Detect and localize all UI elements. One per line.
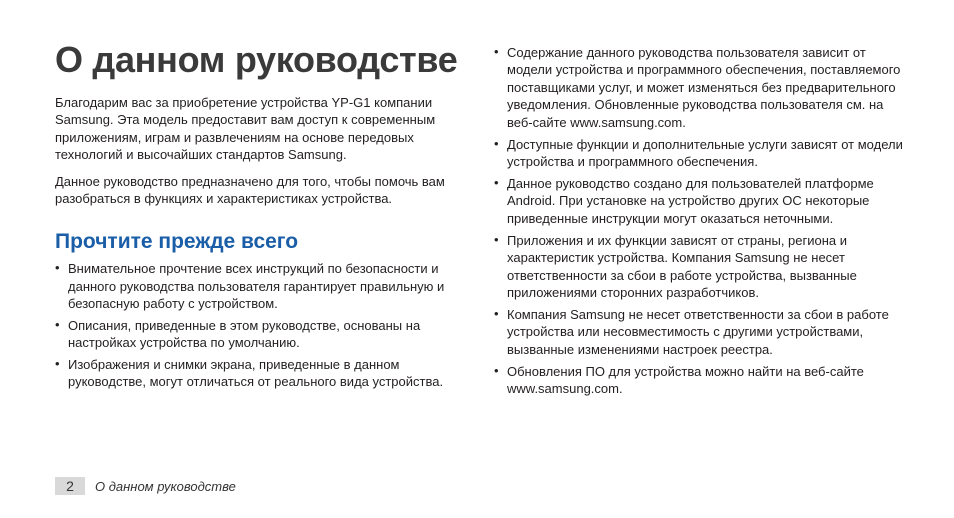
list-item: • Приложения и их функции зависят от страны, региона и характеристик устройства. Компания Samsung не несет ответственности за сбои в работе устройства, вызванные приложениями сторонних разработчиков. xyxy=(494,232,906,302)
list-item: • Содержание данного руководства пользователя зависит от модели устройства и программного обеспечения, поставляемого поставщиками услуг, и может изменяться без предварительного уведомления. Обновленные руководства пользователя см. на веб-сайте www.samsung.com. xyxy=(494,44,906,131)
list-item: • Данное руководство создано для пользователей платформе Android. При установке на устройство других ОС некоторые приведенные инструкции могут оказаться неточными. xyxy=(494,175,906,227)
section-heading-read-first: Прочтите прежде всего xyxy=(55,230,299,254)
page-footer xyxy=(55,477,236,495)
purpose-paragraph: Данное руководство предназначено для того, чтобы помочь вам разобраться в функциях и характеристиках устройства. xyxy=(55,173,445,207)
list-item: • Доступные функции и дополнительные услуги зависят от модели устройства и программного обеспечения. xyxy=(494,136,906,171)
read-first-list-right xyxy=(494,44,906,398)
right-column xyxy=(494,44,906,402)
list-item: • Описания, приведенные в этом руководстве, основаны на настройках устройства по умолчанию. xyxy=(55,317,467,352)
list-item: • Изображения и снимки экрана, приведенные в данном руководстве, могут отличаться от реального вида устройства. xyxy=(55,356,467,391)
left-column xyxy=(55,38,467,395)
list-item: • Обновления ПО для устройства можно найти на веб-сайте www.samsung.com. xyxy=(494,363,906,398)
read-first-list-left xyxy=(55,260,467,390)
list-item: • Компания Samsung не несет ответственности за сбои в работе устройства или несовместимость с другими устройствами, вызванные изменениями настроек реестра. xyxy=(494,306,906,358)
page-title: О данном руководстве xyxy=(55,39,458,80)
footer-section-title: О данном руководстве xyxy=(95,478,236,494)
list-item: • Внимательное прочтение всех инструкций по безопасности и данного руководства пользователя гарантирует правильную и безопасную работу с устройством. xyxy=(55,260,467,312)
intro-paragraph: Благодарим вас за приобретение устройства YP-G1 компании Samsung. Эта модель предоставит вам доступ к современным приложениям, играм и развлечениям на основе передовых технологий и высочайших стандартов Samsung. xyxy=(55,95,436,163)
page-number: 2 xyxy=(55,477,85,495)
